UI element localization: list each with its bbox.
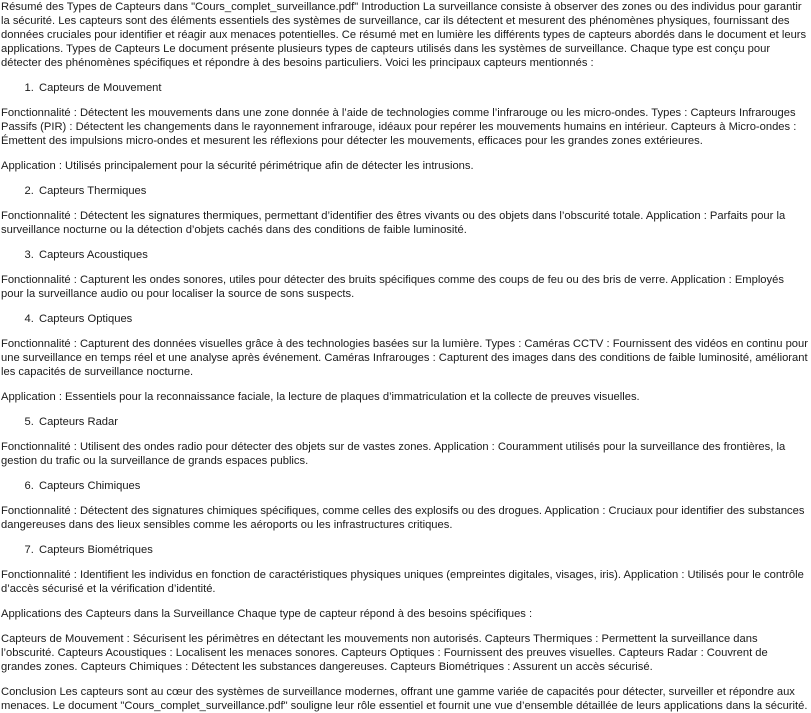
section-motion-application: Application : Utilisés principalement pour la sécurité périmétrique afin de détecter les intrusions. xyxy=(1,160,474,172)
section-radar-text: Fonctionnalité : Utilisent des ondes radio pour détecter des objets sur de vastes zones. Application : Couramment utilisés pour la surveillance des frontières, la gestion du trafic ou la surveillance de grands espaces publics. xyxy=(1,441,786,467)
section-title-motion: 1. Capteurs de Mouvement xyxy=(37,81,808,95)
section-list-6 xyxy=(1,479,808,493)
section-list-2 xyxy=(1,184,808,198)
section-chemical-text: Fonctionnalité : Détectent des signatures chimiques spécifiques, comme celles des explosifs ou des drogues. Application : Cruciaux pour identifier des substances dangereuses dans des lieux sensibles comme les aéroports ou les infrastructures critiques. xyxy=(1,505,805,531)
section-title-acoustic: 3. Capteurs Acoustiques xyxy=(37,248,808,262)
section-title-optical: 4. Capteurs Optiques xyxy=(37,312,808,326)
applications-heading: Applications des Capteurs dans la Surveillance Chaque type de capteur répond à des besoins spécifiques : xyxy=(1,608,533,620)
section-motion-functionality: Fonctionnalité : Détectent les mouvements dans une zone donnée à l’aide de technologies comme l’infrarouge ou les micro-ondes. Types : Capteurs Infrarouges Passifs (PIR) : Détectent les changements dans le rayonnement infrarouge, idéaux pour repérer les mouvements humains en intérieur. Capteurs à Micro-ondes : Émettent des impulsions micro-ondes et mesurent les réflexions pour détecter les mouvements, efficaces pour les grandes zones extérieures. xyxy=(1,107,797,147)
section-title-chemical: 6. Capteurs Chimiques xyxy=(37,479,808,493)
section-thermal-text: Fonctionnalité : Détectent les signatures thermiques, permettant d’identifier des êtres vivants ou des objets dans l’obscurité totale. Application : Parfaits pour la surveillance nocturne ou la détection d’objets cachés dans des conditions de faible luminosité. xyxy=(1,210,786,236)
section-list-4 xyxy=(1,312,808,326)
section-title-radar: 5. Capteurs Radar xyxy=(37,415,808,429)
section-list-3 xyxy=(1,248,808,262)
section-title-biometric: 7. Capteurs Biométriques xyxy=(37,543,808,557)
section-list-7 xyxy=(1,543,808,557)
conclusion-paragraph: Conclusion Les capteurs sont au cœur des systèmes de surveillance modernes, offrant une gamme variée de capacités pour détecter, surveiller et répondre aux menaces. Le document "Cours_complet_surveillance.pdf" souligne leur rôle essentiel et fournit une vue d’ensemble détaillée de leurs applications dans la sécurité. xyxy=(1,686,808,712)
section-acoustic-text: Fonctionnalité : Capturent les ondes sonores, utiles pour détecter des bruits spécifiques comme des coups de feu ou des bris de verre. Application : Employés pour la surveillance audio ou pour localiser la source de sons suspects. xyxy=(1,274,784,300)
section-list-5 xyxy=(1,415,808,429)
intro-paragraph: Résumé des Types de Capteurs dans "Cours_complet_surveillance.pdf" Introduction La surveillance consiste à observer des zones ou des individus pour garantir la sécurité. Les capteurs sont des éléments essentiels des systèmes de surveillance, car ils détectent et mesurent des phénomènes physiques, fournissant des données cruciales pour identifier et réagir aux menaces potentielles. Ce résumé met en lumière les différents types de capteurs abordés dans le document et leurs applications. Types de Capteurs Le document présente plusieurs types de capteurs utilisés dans les systèmes de surveillance. Chaque type est conçu pour détecter des phénomènes spécifiques et répondre à des besoins particuliers. Voici les principaux capteurs mentionnés : xyxy=(1,1,807,69)
applications-summary: Capteurs de Mouvement : Sécurisent les périmètres en détectant les mouvements non autorisés. Capteurs Thermiques : Permettent la surveillance dans l’obscurité. Capteurs Acoustiques : Localisent les menaces sonores. Capteurs Optiques : Fournissent des preuves visuelles. Capteurs Radar : Couvrent de grandes zones. Capteurs Chimiques : Détectent les substances dangereuses. Capteurs Biométriques : Assurent un accès sécurisé. xyxy=(1,633,768,673)
section-list-1 xyxy=(1,81,808,95)
section-optical-functionality: Fonctionnalité : Capturent des données visuelles grâce à des technologies basées sur la lumière. Types : Caméras CCTV : Fournissent des vidéos en continu pour une surveillance en temps réel et une analyse après événement. Caméras Infrarouges : Capturent des images dans des conditions de faible luminosité, améliorant les capacités de surveillance nocturne. xyxy=(1,338,808,378)
section-optical-application: Application : Essentiels pour la reconnaissance faciale, la lecture de plaques d’immatriculation et la collecte de preuves visuelles. xyxy=(1,391,640,403)
section-biometric-text: Fonctionnalité : Identifient les individus en fonction de caractéristiques physiques uniques (empreintes digitales, visages, iris). Application : Utilisés pour le contrôle d’accès sécurisé et la vérification d’identité. xyxy=(1,569,804,595)
section-title-thermal: 2. Capteurs Thermiques xyxy=(37,184,808,198)
